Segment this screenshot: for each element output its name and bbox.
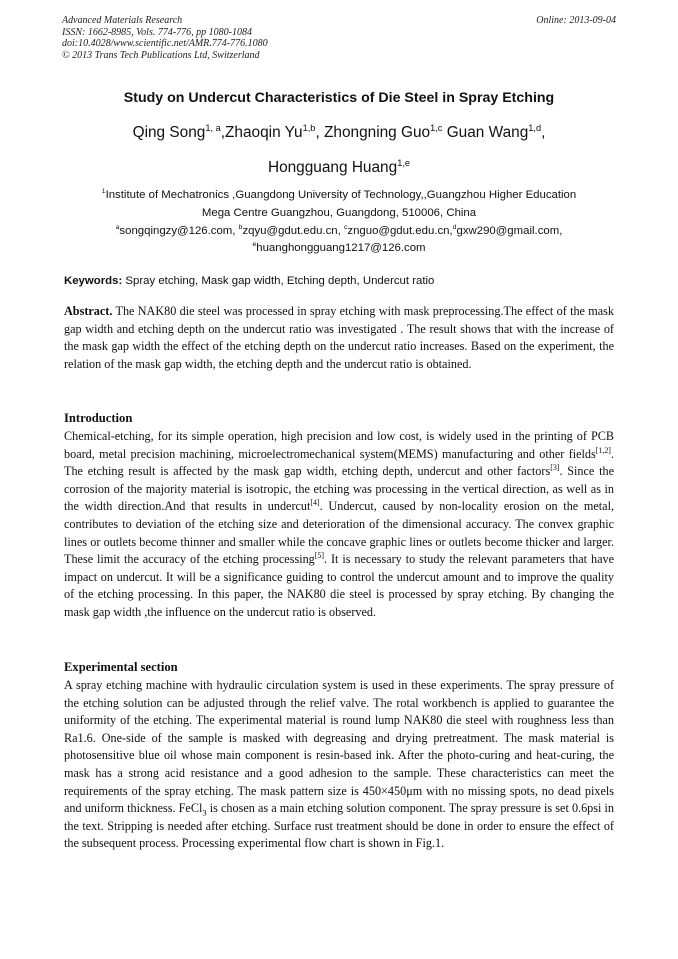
body-text: . Since the corrosion of the majority material is isotropic, the etching was processing in the vertical direction, as well as in the width direction.And that results in undercut	[64, 464, 615, 514]
body-text: is chosen as a main etching solution component. The spray pressure is set 0.6psi in the text. Stripping is needed after etching. Surface rust treatment should be done in order to ensure the effect of the subsequent process. Processing experimental flow chart is shown in Fig.1.	[64, 801, 615, 851]
abstract-text: The NAK80 die steel was processed in spray etching with mask preprocessing.The effect of the mask gap width and etching depth on the undercut ratio was investigated . The result shows that with the increase of the mask gap width the effect of the etching depth on the undercut ratio increases. Based on the experiment, the relation of the mask gap width, the etching depth and the undercut ratio is obtained.	[64, 304, 614, 371]
email-marker: a	[115, 224, 120, 232]
body-text: Chemical-etching, for its simple operation, high precision and low cost, is widely used in the printing of PCB board, metal precision machining, microelectromechanical system(MEMS) manufacturing and other fields	[64, 429, 614, 461]
author-marker: 1,b	[302, 122, 316, 133]
affiliation-text: Institute of Mechatronics ,Guangdong University of Technology,,Guangzhou Higher Education	[105, 189, 577, 201]
email-marker: b	[238, 224, 243, 232]
abstract	[64, 303, 614, 373]
citation: [4]	[310, 498, 320, 508]
email-address: gxw290@gmail.com,	[456, 225, 563, 237]
email-address: huanghongguang1217@126.com	[256, 242, 426, 254]
citation: [5]	[314, 551, 325, 561]
affiliation-text: Mega Centre Guangzhou, Guangdong, 510006, China	[201, 207, 477, 219]
body-text: A spray etching machine with hydraulic circulation system is used in these experiments. The spray pressure of the etching solution can be adjusted through the relief valve. The rotal workbench is applied to guarantee the uniformity of the etching. The experimental material is round lump NAK80 die steel with roughness less than Ra1.6. One-side of the sample is masked with degreasing and drying pretreatment. The mask material is photosensitive blue oil whose main component is resin-based ink. After the photo-curing and heat-curing, the mask has a strong acid resistance and a good adhesion to the sample. These characteristics can meet the requirements of the spray etching. The mask pattern size is 450×450μm with no missing spots, no dead pixels and uniform thickness. FeCl	[64, 678, 614, 816]
affiliation-marker: 1	[101, 188, 106, 196]
subscript: 3	[202, 807, 207, 818]
author-line-1	[40, 124, 638, 142]
author-separator: ,	[541, 124, 546, 141]
author-marker: 1,d	[528, 122, 542, 133]
author-name: , Zhongning Guo	[315, 124, 431, 141]
email-address: znguo@gdut.edu.cn,	[347, 225, 453, 237]
affiliation-line-2	[40, 207, 638, 219]
email-address: songqingzy@126.com,	[119, 225, 239, 237]
email-marker: c	[343, 224, 348, 232]
experimental-paragraph	[64, 677, 614, 853]
body-text: . The etching result is affected by the mask gap width, etching depth, undercut and other factors	[64, 446, 614, 479]
author-marker: 1,e	[397, 157, 411, 168]
online-date: Online: 2013-09-04	[536, 15, 616, 26]
author-name: ,Zhaoqin Yu	[220, 124, 303, 141]
author-line-2	[40, 159, 638, 177]
author-marker: 1,c	[430, 122, 443, 133]
email-address: zqyu@gdut.edu.cn,	[242, 225, 344, 237]
email-line-1	[40, 225, 638, 237]
abstract-label: Abstract.	[64, 304, 113, 318]
email-marker: d	[452, 224, 457, 232]
keywords-text: Spray etching, Mask gap width, Etching depth, Undercut ratio	[122, 275, 435, 287]
citation: [3]	[550, 463, 560, 473]
author-name: Guan Wang	[442, 124, 529, 141]
issn-line: ISSN: 1662-8985, Vols. 774-776, pp 1080-1084	[62, 26, 252, 38]
introduction-paragraph	[64, 428, 614, 622]
affiliation-line-1	[40, 189, 638, 201]
journal-header	[62, 15, 616, 61]
email-marker: e	[252, 241, 257, 249]
keywords-label: Keywords:	[64, 275, 123, 287]
author-marker: 1, a	[205, 122, 221, 133]
copyright-line: © 2013 Trans Tech Publications Ltd, Switzerland	[62, 49, 260, 61]
body-text: . It is necessary to study the relevant parameters that have impact on undercut. It will be a significance guiding to control the undercut amount and to improve the quality of the etching processing. In this paper, the NAK80 die steel is processed by spray etching. By changing the mask gap width ,the influence on the undercut ratio is observed.	[64, 552, 614, 619]
paper-title: Study on Undercut Characteristics of Die Steel in Spray Etching	[123, 90, 555, 106]
doi-line: doi:10.4028/www.scientific.net/AMR.774-776.1080	[62, 38, 268, 49]
citation: [1,2]	[595, 445, 611, 455]
email-line-2	[40, 242, 638, 254]
author-name: Hongguang Huang	[267, 159, 398, 176]
keywords	[64, 275, 616, 287]
journal-name: Advanced Materials Research	[62, 15, 183, 26]
experimental-heading: Experimental section	[64, 660, 178, 674]
introduction-heading: Introduction	[64, 411, 133, 425]
author-name: Qing Song	[132, 124, 206, 141]
body-text: . Undercut, caused by non-locality erosion on the metal, contributes to deviation of the etching size and deterioration of the dimensional accuracy. The convex graphic lines or outlets become thinner and smaller while the concave graphic lines or outlets become thicker and larger. These limit the accuracy of the etching processing	[64, 499, 615, 567]
